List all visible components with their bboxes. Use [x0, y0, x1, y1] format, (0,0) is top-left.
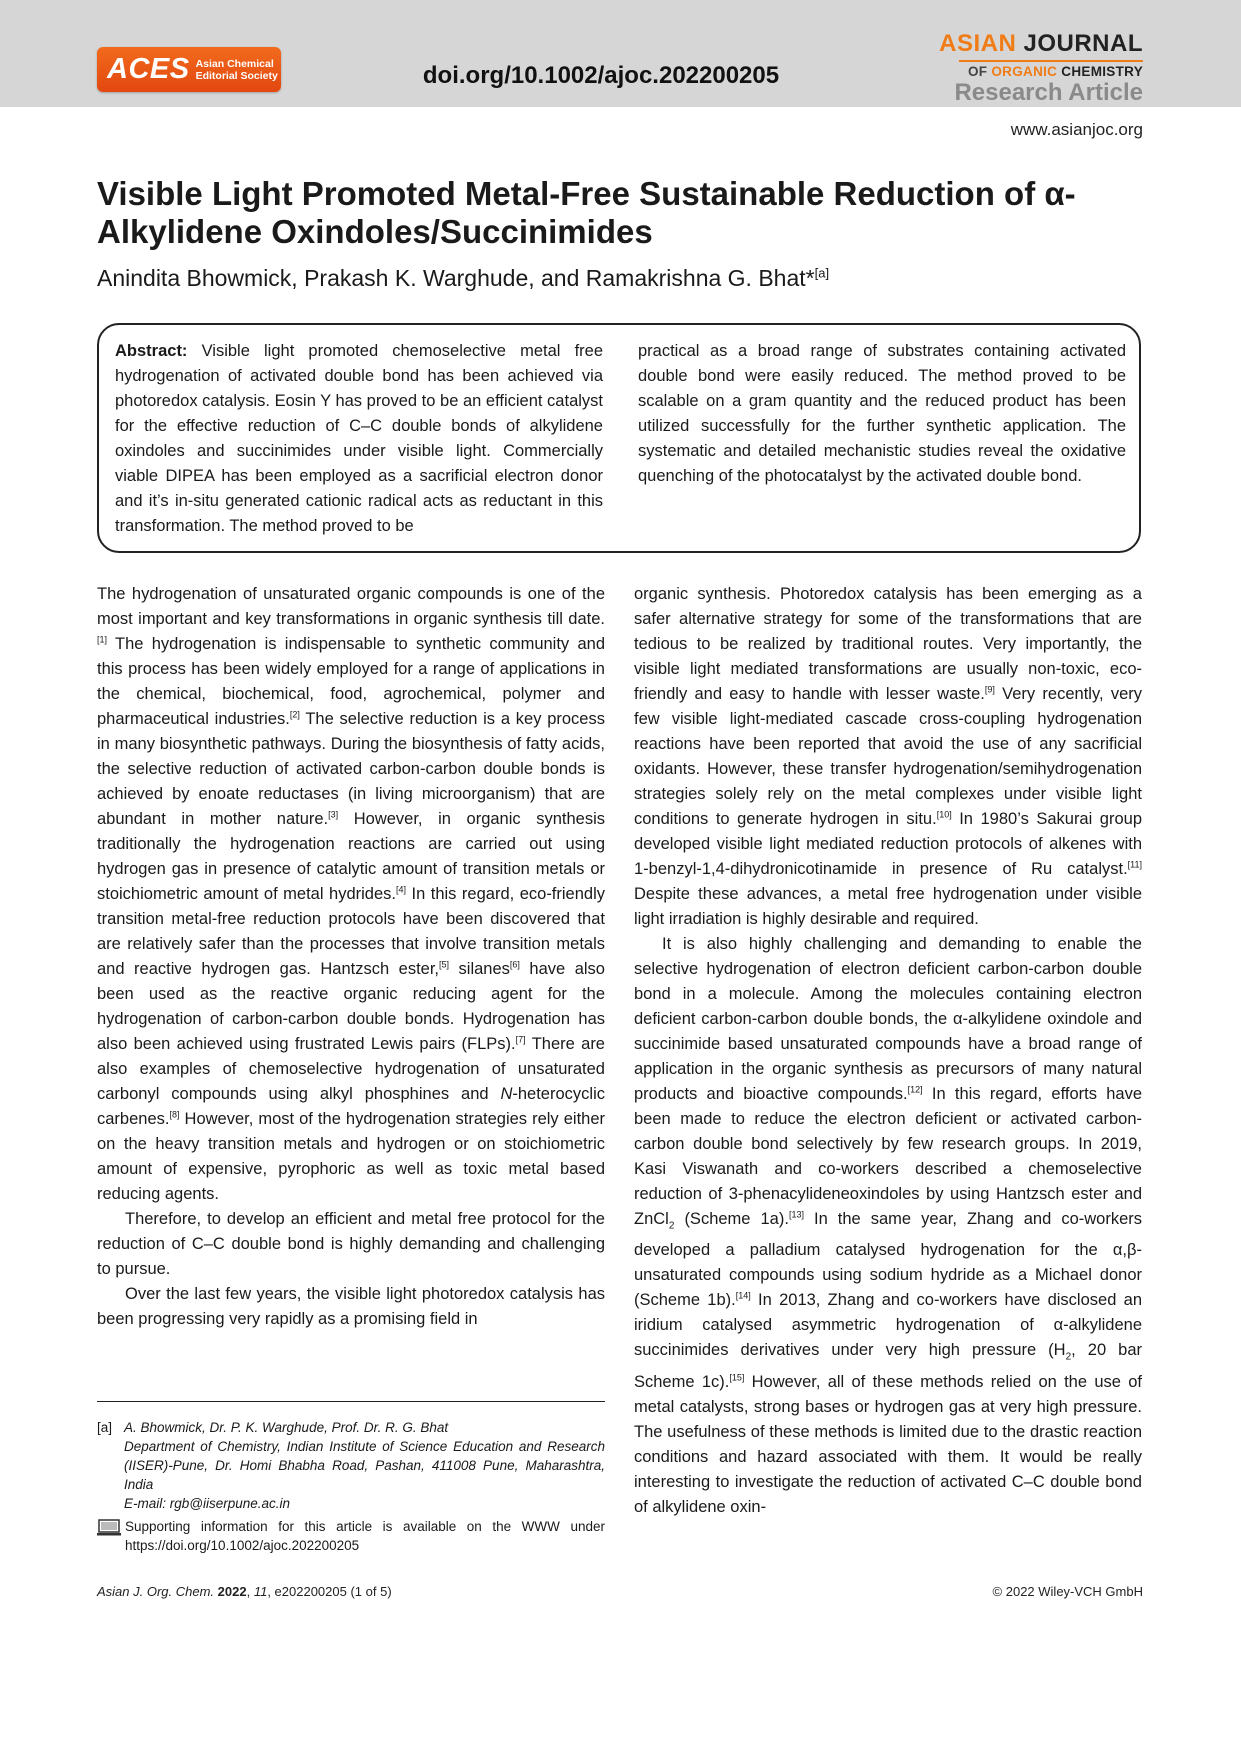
- abstract-label: Abstract:: [115, 342, 188, 360]
- journal-rule: [959, 60, 1143, 62]
- abstract-text-left: Visible light promoted chemoselective metal free hydrogenation of activated double bond has been achieved via photoredox catalysis. Eosin Y has proved to be an efficient catalyst for the effective reduction of C–C double bonds of alkylidene oxindoles and succinimides under visible light. Commercially viable DIPEA has been employed as a sacrificial electron donor and it’s in-situ generated cationic radical acts as reductant in this transformation. The method proved to be: [115, 342, 604, 535]
- publisher-logo[interactable]: [97, 47, 281, 92]
- abstract-right-column: practical as a broad range of substrates containing activated double bond were easily reduced. The method proved to be scalable on a gram quantity and the reduced product has been utilized successfully for the further synthetic application. The systematic and detailed mechanistic studies reveal the oxidative quenching of the photocatalyst by the activated double bond.: [638, 342, 1126, 485]
- article-title: Visible Light Promoted Metal-Free Sustainable Reduction of α-Alkylidene Oxindoles/Succinimides: [97, 175, 1076, 250]
- doi-link[interactable]: doi.org/10.1002/ajoc.202200205: [422, 62, 780, 89]
- journal-logo: ASIAN JOURNAL OF ORGANIC CHEMISTRY Research Article: [939, 30, 1143, 106]
- journal-asian: ASIAN: [939, 30, 1017, 57]
- citation-footer: Asian J. Org. Chem. 2022, 11, e202200205 (1 of 5): [97, 1584, 392, 1599]
- author-list: [97, 265, 829, 292]
- journal-journal: JOURNAL: [1023, 30, 1143, 57]
- supporting-info-note[interactable]: Supporting information for this article is available on the WWW under https://doi.org/10.1002/ajoc.202200205: [125, 1519, 605, 1553]
- journal-website[interactable]: www.asianjoc.org: [1010, 120, 1143, 139]
- copyright: © 2022 Wiley-VCH GmbH: [992, 1584, 1143, 1599]
- footnote-divider: [97, 1401, 605, 1402]
- computer-icon: [97, 1519, 121, 1536]
- paragraph: It is also highly challenging and demanding to enable the selective hydrogenation of electron deficient carbon-carbon double bond in a molecule. Among the molecules containing electron deficient carbon-carbon double bonds, the α-alkylidene oxindole and succinimide based unsaturated compounds have a broad range of application in the organic synthesis as precursors of many natural products and bioactive compounds.[12] In this regard, efforts have been made to reduce the electron deficient or activated carbon- carbon double bond selectively by few research groups. In 2019, Kasi Viswanath and co-workers described a chemoselective reduction of 3-phenacylideneoxindoles by using Hantzsch ester and ZnCl$_2$ (Scheme 1a).[13] In the same year, Zhang and co-workers developed a palladium catalysed hydrogenation for the α,β-unsaturated compounds using sodium hydride as a Michael donor (Scheme 1b).[14] In 2013, Zhang and co-workers have disclosed an iridium catalysed asymmetric hydrogenation of α-alkylidene succinimides derivatives under very high pressure ($H_2$, 20 bar Scheme 1c).[15] However, all of these methods relied on the use of metal catalysts, strong bases or hydrogen gas at very high pressure. The usefulness of these methods is limited due to the drastic reaction conditions and hazard associated with them. It would be really interesting to investigate the reduction of activated C–C double bond of alkylidene oxin-: [634, 935, 1143, 1516]
- affiliation-mark: [a]: [814, 265, 830, 281]
- paragraph: Therefore, to develop an efficient and metal free protocol for the reduction of C–C double bond is highly demanding and challenging to pursue.: [97, 1210, 605, 1278]
- abstract-box: [97, 323, 1141, 553]
- body-right-column: [634, 582, 1142, 1520]
- footnote-tag: [a]: [97, 1420, 113, 1435]
- footnote-address: Department of Chemistry, Indian Institute of Science Education and Research (IISER)-Pune, Dr. Homi Bhabha Road, Pashan, 411008 Pune, Maharashtra, India: [124, 1439, 605, 1492]
- paragraph: The hydrogenation of unsaturated organic compounds is one of the most important and key transformations in organic synthesis till date.[1] The hydrogenation is indispensable to synthetic community and this process has been widely employed for a range of applications in the chemical, biochemical, food, agrochemical, polymer and pharmaceutical industries.[2] The selective reduction is a key process in many biosynthetic pathways. During the biosynthesis of fatty acids, the selective reduction of activated carbon-carbon double bonds is achieved by enoate reductases (in living microorganism) that are abundant in mother nature.[3] However, in organic synthesis traditionally the hydrogenation reactions are carried out using hydrogen gas in presence of catalytic amount of transition metals or stoichiometric amount of metal hydrides.[4] In this regard, eco-friendly transition metal-free reduction protocols have been discovered that are relatively safer than the processes that involve transition metals and reactive hydrogen gas. Hantzsch ester,[5] silanes[6] have also been used as the reactive organic reducing agent for the hydrogenation of carbon-carbon double bonds. Hydrogenation has also been achieved using frustrated Lewis pairs (FLPs).[7] There are also examples of chemoselective hydrogenation of unsaturated carbonyl compounds using alkyl phosphines and N-heterocyclic carbenes.[8] However, most of the hydrogenation strategies rely either on the heavy transition metals and hydrogen or on stoichiometric amount of expensive, pyrophoric as well as toxic metal based reducing agents.: [97, 585, 606, 1203]
- article-type: Research Article: [954, 78, 1143, 106]
- footnote: [97, 1418, 605, 1555]
- abstract-left-column: [115, 339, 603, 539]
- author-names: Anindita Bhowmick, Prakash K. Warghude, and Ramakrishna G. Bhat*: [97, 265, 815, 291]
- footnote-email[interactable]: E-mail: rgb@iiserpune.ac.in: [124, 1496, 291, 1511]
- publisher-logo-subtitle: Asian Chemical Editorial Society: [195, 57, 278, 82]
- body-left-column: [97, 582, 605, 1332]
- footnote-authors: A. Bhowmick, Dr. P. K. Warghude, Prof. Dr. R. G. Bhat: [124, 1420, 449, 1435]
- publisher-logo-word: ACES: [107, 53, 190, 85]
- paragraph: Over the last few years, the visible light photoredox catalysis has been progressing very rapidly as a promising field in: [97, 1285, 605, 1328]
- paragraph: organic synthesis. Photoredox catalysis has been emerging as a safer alternative strategy for some of the transformations that are tedious to be realized by traditional routes. Very importantly, the visible light mediated transformations are usually non-toxic, eco-friendly and easy to handle with lesser waste.[9] Very recently, very few visible light-mediated cascade cross-coupling hydrogenation reactions have been reported that avoid the use of any sacrificial oxidants. However, these transfer hydrogenation/semihydrogenation strategies solely rely on the metal complexes under visible light conditions to generate hydrogen in situ.[10] In 1980’s Sakurai group developed visible light mediated reduction protocols of alkenes with 1-benzyl-1,4-dihydronicotinamide in presence of Ru catalyst.[11] Despite these advances, a metal free hydrogenation under visible light irradiation is highly desirable and required.: [634, 585, 1143, 928]
